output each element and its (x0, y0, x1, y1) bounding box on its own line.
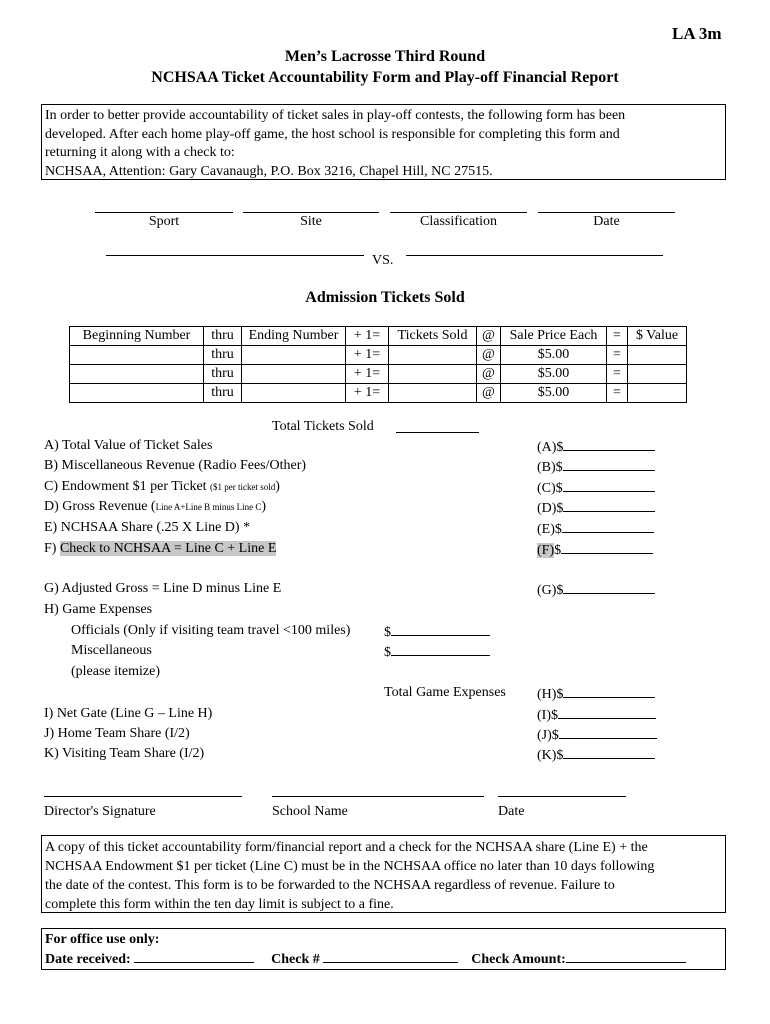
admission-title: Admission Tickets Sold (305, 289, 465, 306)
col-header: = (607, 327, 628, 346)
line-j-code: (J)$ (537, 728, 559, 743)
line-i-blank[interactable] (558, 706, 656, 719)
total-tickets-blank[interactable] (396, 432, 479, 433)
beginning-number-cell[interactable] (70, 346, 204, 365)
line-k-label: K) Visiting Team Share (I/2) (44, 746, 205, 761)
office-use-fields (45, 949, 722, 969)
beginning-number-cell[interactable] (70, 384, 204, 403)
notice-line: NCHSAA Endowment $1 per ticket (Line C) must be in the NCHSAA office no later than 10 days following (45, 859, 655, 874)
site-label: Site (300, 214, 322, 229)
price-cell: $5.00 (501, 384, 607, 403)
form-title: Men’s Lacrosse Third Round (284, 48, 486, 65)
line-i-code: (I)$ (537, 708, 558, 723)
intro-line: returning it along with a check to: (45, 145, 235, 160)
officials-blank[interactable] (391, 623, 490, 636)
line-i-amount (537, 706, 656, 724)
beginning-number-cell[interactable] (70, 365, 204, 384)
signature-date-label: Date (498, 804, 525, 819)
classification-label: Classification (420, 214, 497, 229)
intro-address: NCHSAA, Attention: Gary Cavanaugh, P.O. Box 3216, Chapel Hill, NC 27515. (45, 163, 493, 179)
line-g-label: G) Adjusted Gross = Line D minus Line E (44, 581, 282, 596)
line-a-amount (537, 438, 655, 456)
equals-cell: = (607, 365, 628, 384)
check-number-label: Check # (271, 952, 320, 967)
visiting-team-line[interactable] (406, 254, 663, 256)
col-header: Tickets Sold (389, 327, 477, 346)
check-amount-label: Check Amount: (471, 952, 566, 967)
line-h-amount (537, 685, 655, 703)
officials-dollar: $ (384, 625, 391, 640)
line-d-label (44, 499, 266, 515)
line-d-code: (D)$ (537, 501, 564, 516)
line-f-label (44, 541, 276, 557)
line-b-code: (B)$ (537, 460, 563, 475)
line-b-blank[interactable] (563, 458, 655, 471)
line-e-code: (E)$ (537, 522, 562, 537)
notice-line: the date of the contest. This form is to be forwarded to the NCHSAA regardless of revenue. Failure to (45, 878, 615, 893)
line-d-text: D) Gross Revenue ( (44, 499, 156, 514)
line-e-label: E) NCHSAA Share (.25 X Line D) * (44, 520, 251, 535)
line-f-code: (F) (537, 543, 555, 558)
col-header: Ending Number (242, 327, 346, 346)
table-row (70, 346, 687, 365)
tickets-sold-cell[interactable] (389, 384, 477, 403)
director-signature-label: Director's Signature (44, 804, 156, 819)
line-c-note: ($1 per ticket sold (210, 482, 276, 492)
plus-one-cell: + 1= (346, 384, 389, 403)
check-number-blank[interactable] (323, 949, 458, 963)
line-h-code: (H)$ (537, 687, 564, 702)
tickets-sold-cell[interactable] (389, 346, 477, 365)
line-c-close: ) (275, 479, 280, 494)
col-header: Sale Price Each (501, 327, 607, 346)
misc-dollar: $ (384, 645, 391, 660)
misc-label: Miscellaneous (71, 643, 152, 658)
intro-line: developed. After each home play-off game, the host school is responsible for completing this form and (45, 126, 620, 142)
table-row (70, 365, 687, 384)
line-e-amount (537, 520, 654, 538)
line-d-close: ) (261, 499, 267, 514)
value-cell[interactable] (628, 384, 687, 403)
value-cell[interactable] (628, 346, 687, 365)
thru-cell: thru (204, 384, 242, 403)
date-received-blank[interactable] (134, 949, 254, 963)
line-g-blank[interactable] (563, 581, 655, 594)
intro-box (41, 104, 726, 180)
signature-date-field[interactable] (498, 796, 626, 820)
site-field[interactable] (243, 200, 379, 230)
director-signature-field[interactable] (44, 796, 242, 820)
line-f-text: Check to NCHSAA = Line C + Line E (59, 541, 277, 556)
notice-line: A copy of this ticket accountability form/financial report and a check for the NCHSAA share (Line E) + the (45, 840, 648, 855)
deadline-notice-box (41, 835, 726, 913)
line-j-label: J) Home Team Share (I/2) (44, 726, 190, 741)
sport-field[interactable] (95, 200, 233, 230)
price-cell: $5.00 (501, 346, 607, 365)
at-cell: @ (477, 384, 501, 403)
line-g-amount (537, 581, 655, 599)
vs-label: VS. (372, 253, 394, 268)
col-header: + 1= (346, 327, 389, 346)
line-f-dollar: $ (554, 543, 562, 558)
line-k-code: (K)$ (537, 748, 564, 763)
form-subtitle: NCHSAA Ticket Accountability Form and Play-off Financial Report (151, 69, 619, 86)
price-cell: $5.00 (501, 365, 607, 384)
total-tickets-label: Total Tickets Sold (272, 419, 374, 434)
form-code: LA 3m (672, 24, 722, 43)
check-amount-blank[interactable] (566, 949, 686, 963)
line-c-text: C) Endowment $1 per Ticket (44, 479, 211, 494)
ending-number-cell[interactable] (242, 365, 346, 384)
col-header: Beginning Number (70, 327, 204, 346)
equals-cell: = (607, 346, 628, 365)
line-i-label: I) Net Gate (Line G – Line H) (44, 706, 213, 721)
line-a-blank[interactable] (563, 438, 655, 451)
office-use-box (41, 928, 726, 970)
line-j-blank[interactable] (559, 726, 657, 739)
at-cell: @ (477, 346, 501, 365)
line-f-blank[interactable] (561, 541, 653, 554)
line-d-blank[interactable] (563, 499, 655, 512)
officials-label: Officials (Only if visiting team travel <100 miles) (71, 623, 351, 638)
school-name-label: School Name (272, 804, 348, 819)
date-field[interactable] (538, 200, 675, 230)
thru-cell: thru (204, 365, 242, 384)
thru-cell: thru (204, 346, 242, 365)
line-h-blank[interactable] (563, 685, 655, 698)
tickets-table (69, 326, 687, 403)
at-cell: @ (477, 365, 501, 384)
line-k-blank[interactable] (563, 746, 655, 759)
sport-label: Sport (148, 214, 180, 229)
col-header: @ (477, 327, 501, 346)
school-name-field[interactable] (272, 796, 484, 820)
date-label: Date (593, 214, 620, 229)
ending-number-cell[interactable] (242, 384, 346, 403)
equals-cell: = (607, 384, 628, 403)
plus-one-cell: + 1= (346, 365, 389, 384)
line-j-amount (537, 726, 657, 744)
line-a-label: A) Total Value of Ticket Sales (44, 438, 213, 453)
col-header: $ Value (628, 327, 687, 346)
table-row (70, 384, 687, 403)
line-d-note: Line A+Line B minus Line C (155, 502, 262, 512)
line-c-blank[interactable] (563, 479, 655, 492)
total-expenses-label: Total Game Expenses (384, 685, 506, 700)
misc-amount (384, 643, 490, 661)
line-f-amount (537, 541, 653, 559)
line-g-code: (G)$ (537, 583, 564, 598)
plus-one-cell: + 1= (346, 346, 389, 365)
ending-number-cell[interactable] (242, 346, 346, 365)
line-d-amount (537, 499, 655, 517)
misc-blank[interactable] (391, 643, 490, 656)
line-f-prefix: F) (44, 541, 60, 556)
line-b-label: B) Miscellaneous Revenue (Radio Fees/Other) (44, 458, 307, 473)
classification-field[interactable] (390, 200, 527, 230)
line-c-label (44, 479, 280, 495)
itemize-label: (please itemize) (71, 664, 161, 679)
table-header-row (70, 327, 687, 346)
tickets-sold-cell[interactable] (389, 365, 477, 384)
office-use-heading: For office use only: (45, 932, 160, 947)
notice-line: complete this form within the ten day limit is subject to a fine. (45, 897, 394, 912)
line-h-label: H) Game Expenses (44, 602, 153, 617)
officials-amount (384, 623, 490, 641)
line-k-amount (537, 746, 655, 764)
line-b-amount (537, 458, 655, 476)
line-a-code: (A)$ (537, 440, 564, 455)
line-e-blank[interactable] (562, 520, 654, 533)
value-cell[interactable] (628, 365, 687, 384)
intro-line: In order to better provide accountability of ticket sales in play-off contests, the following form has been (45, 108, 626, 123)
date-received-label: Date received: (45, 952, 131, 967)
line-c-code: (C)$ (537, 481, 563, 496)
line-c-amount (537, 479, 655, 497)
home-team-line[interactable] (106, 254, 364, 256)
col-header: thru (204, 327, 242, 346)
